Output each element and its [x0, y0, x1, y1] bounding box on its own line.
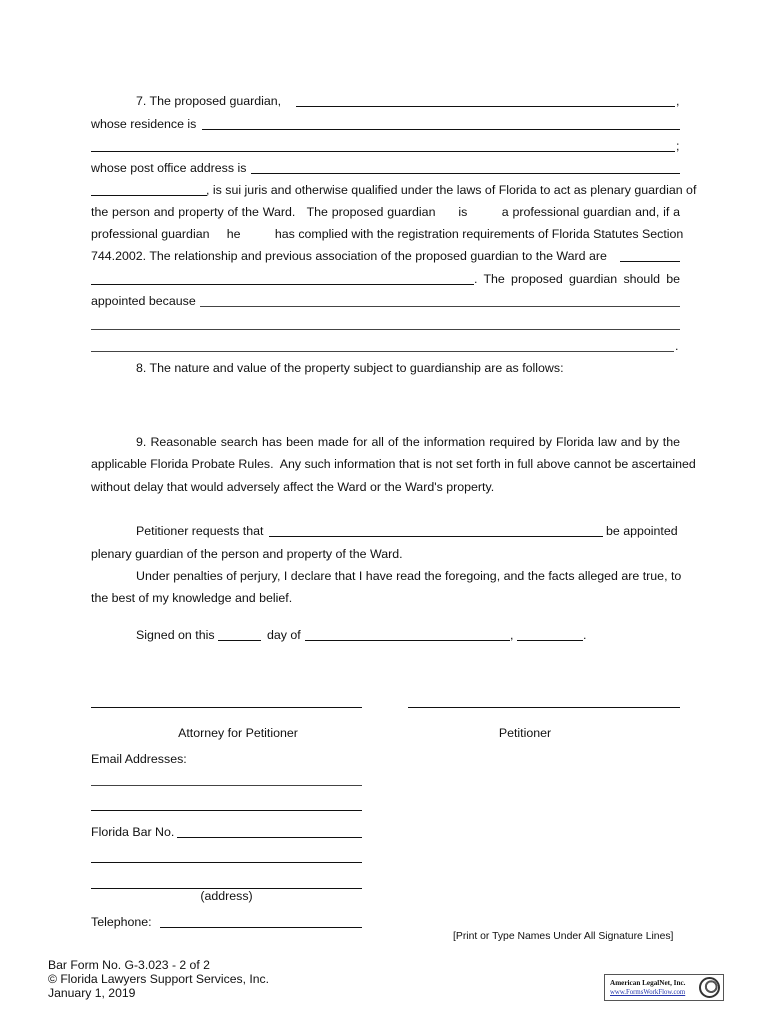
- attorney-label: Attorney for Petitioner: [178, 726, 298, 740]
- petitioner-signature-line[interactable]: [408, 707, 680, 708]
- telephone-field[interactable]: [160, 927, 362, 928]
- perjury-line1: Under penalties of perjury, I declare that I have read the foregoing, and the facts alleged are true, to: [136, 569, 682, 583]
- post-office-label: whose post office address is: [91, 161, 247, 175]
- email-field-1[interactable]: [91, 785, 362, 786]
- telephone-label: Telephone:: [91, 915, 152, 929]
- american-legalnet-logo[interactable]: [604, 974, 724, 1001]
- footer-date: January 1, 2019: [48, 986, 136, 1000]
- appointed-because-field-3[interactable]: [91, 351, 674, 352]
- signed-month-field[interactable]: [305, 640, 510, 641]
- attorney-signature-line[interactable]: [91, 707, 362, 708]
- petitioner-label: Petitioner: [498, 726, 552, 740]
- bar-number-field[interactable]: [177, 837, 362, 838]
- signed-comma: ,: [510, 628, 514, 642]
- appointed-because-label: appointed because: [91, 294, 196, 308]
- sui-juris-text: , is sui juris and otherwise qualified under the laws of Florida to act as plenary guardian of: [206, 183, 697, 197]
- be-appointed-text: be appointed: [606, 524, 678, 538]
- residence-semicolon: ;: [676, 139, 680, 153]
- residence-label: whose residence is: [91, 117, 197, 131]
- appointed-because-field[interactable]: [200, 306, 680, 307]
- logo-name: American LegalNet, Inc.: [610, 979, 686, 987]
- footer-copyright: © Florida Lawyers Support Services, Inc.: [48, 972, 269, 986]
- proposed-guardian-name-field[interactable]: [296, 106, 675, 107]
- bar-number-label: Florida Bar No.: [91, 825, 175, 839]
- para9-line1: 9. Reasonable search has been made for all of the information required by Florida law and by the: [136, 435, 680, 449]
- address-field-1[interactable]: [91, 862, 362, 863]
- appointed-because-field-2[interactable]: [91, 329, 680, 330]
- signed-year-field[interactable]: [517, 640, 583, 641]
- relationship-field[interactable]: [620, 261, 680, 262]
- relationship-field-cont[interactable]: [91, 284, 474, 285]
- signature-note: [Print or Type Names Under All Signature Lines]: [453, 931, 674, 942]
- email-field-2[interactable]: [91, 810, 362, 811]
- signed-day-field[interactable]: [218, 640, 261, 641]
- petitioner-requests-label: Petitioner requests that: [136, 524, 264, 538]
- para7-line1: 7. The proposed guardian,: [136, 94, 282, 108]
- email-label: Email Addresses:: [91, 752, 187, 766]
- post-office-field-cont[interactable]: [91, 195, 207, 196]
- post-office-field[interactable]: [251, 173, 680, 174]
- para9-line3: without delay that would adversely affect the Ward or the Ward's property.: [91, 480, 495, 494]
- logo-url[interactable]: www.FormsWorkFlow.com: [610, 989, 686, 996]
- signed-period: .: [583, 628, 587, 642]
- para7-line6: the person and property of the Ward. The proposed guardian is a professional guardian and, if a: [91, 205, 680, 219]
- para8-text: 8. The nature and value of the property subject to guardianship are as follows:: [136, 361, 564, 375]
- appointee-name-field[interactable]: [269, 536, 603, 537]
- para7-line8: 744.2002. The relationship and previous association of the proposed guardian to the Ward are: [91, 249, 607, 263]
- para7-line1-comma: ,: [676, 94, 680, 108]
- should-be-text: . The proposed guardian should be: [474, 272, 680, 286]
- perjury-line2: the best of my knowledge and belief.: [91, 591, 293, 605]
- para7-line7: professional guardian he has complied with the registration requirements of Florida Statutes Section: [91, 227, 684, 241]
- request-line2: plenary guardian of the person and property of the Ward.: [91, 547, 403, 561]
- appointed-because-period: .: [675, 339, 679, 353]
- address-label: (address): [200, 889, 253, 903]
- residence-field-cont[interactable]: [91, 151, 675, 152]
- para9-line2: applicable Florida Probate Rules. Any such information that is not set forth in full above cannot be ascertained: [91, 457, 696, 471]
- signed-on-label: Signed on this: [136, 628, 215, 642]
- globe-logo-icon: [699, 977, 720, 998]
- residence-field[interactable]: [202, 129, 680, 130]
- footer-form-number: Bar Form No. G-3.023 - 2 of 2: [48, 958, 210, 972]
- day-of-label: day of: [267, 628, 301, 642]
